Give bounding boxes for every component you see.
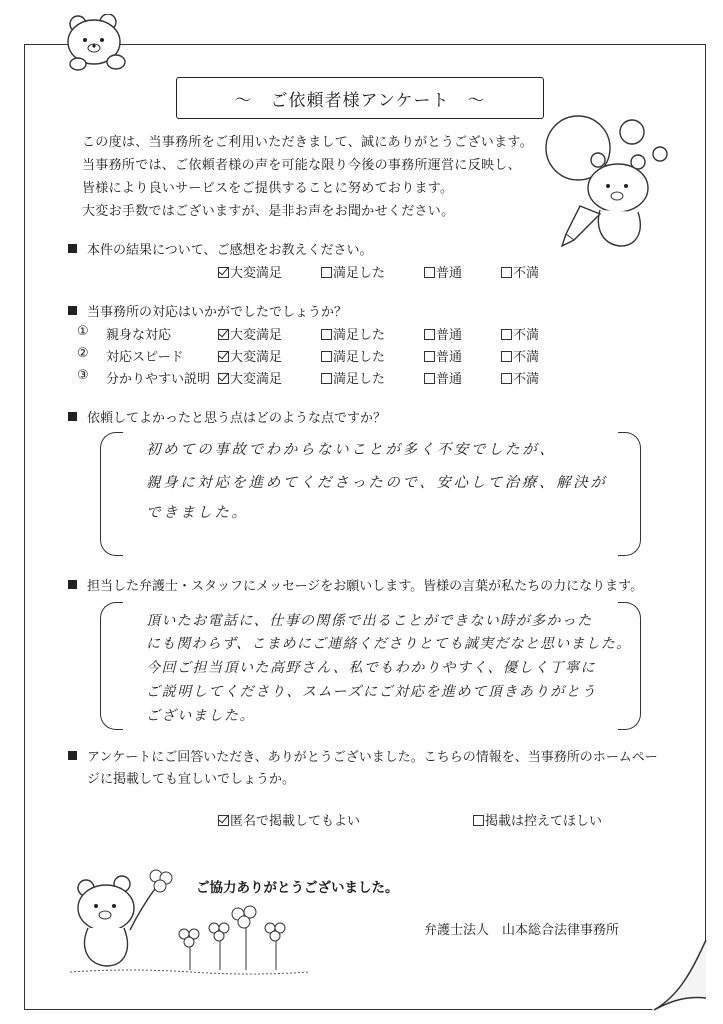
q2-item-label: 親身な対応 — [106, 328, 172, 343]
q2-3-option-very-satisfied[interactable] — [218, 368, 282, 387]
q2-item-label: 対応スピード — [106, 350, 184, 365]
intro-line: 皆様により良いサービスをご提供することに努めております。 — [82, 181, 454, 196]
option-label: 不満 — [513, 372, 540, 387]
option-label: 不満 — [513, 266, 540, 281]
option-label: 満足した — [333, 328, 386, 343]
checkbox-icon — [321, 373, 332, 384]
q2-2-option-dissatisfied[interactable] — [501, 346, 539, 365]
checked-checkbox-icon — [218, 351, 229, 362]
option-label: 普通 — [436, 372, 463, 387]
question-3-text: 依頼してよかったと思う点はどのような点ですか？ — [87, 411, 387, 426]
intro-line: この度は、当事務所をご利用いただきまして、誠にありがとうございます。 — [82, 135, 533, 150]
bullet-square-icon — [68, 306, 77, 315]
checkbox-icon — [424, 267, 435, 278]
option-label: 不満 — [513, 328, 540, 343]
checkbox-icon — [424, 351, 435, 362]
firm-signature: 弁護士法人 山本総合法律事務所 — [424, 923, 620, 938]
page-curl-decoration — [652, 940, 708, 1014]
checkbox-icon — [473, 815, 484, 826]
survey-title: ～ ご依頼者様アンケート ～ — [176, 77, 544, 119]
q5-option-anonymous[interactable] — [218, 810, 360, 829]
checkbox-icon — [501, 351, 512, 362]
bullet-square-icon — [68, 751, 77, 760]
thanks-message: ご協力ありがとうございました。 — [196, 880, 399, 896]
q2-1-option-satisfied[interactable] — [321, 324, 385, 343]
bullet-square-icon — [68, 244, 77, 253]
q2-1-option-neutral[interactable] — [424, 324, 462, 343]
option-label: 普通 — [436, 328, 463, 343]
bullet-square-icon — [68, 412, 77, 421]
question-1 — [68, 239, 372, 258]
intro-line: 大変お手数ではございますが、是非お声をお聞かせください。 — [82, 204, 455, 219]
q2-item-number: ① — [77, 324, 89, 339]
checkbox-icon — [424, 329, 435, 340]
q2-item-number: ② — [77, 346, 89, 361]
option-label: 大変満足 — [230, 372, 283, 387]
answer-bracket-right — [618, 602, 641, 730]
answer-bracket-left — [100, 432, 123, 556]
bear-pencil-icon — [540, 108, 690, 258]
option-label: 掲載は控えてほしい — [485, 814, 603, 829]
bullet-square-icon — [68, 580, 77, 589]
checkbox-icon — [321, 351, 332, 362]
question-4-text: 担当した弁護士・スタッフにメッセージをお願いします。皆様の言葉が私たちの力になります。 — [87, 579, 644, 594]
handwritten-answer-line: できました。 — [146, 505, 249, 521]
checked-checkbox-icon — [218, 815, 229, 826]
q2-2-option-neutral[interactable] — [424, 346, 462, 365]
q2-2-option-satisfied[interactable] — [321, 346, 385, 365]
handwritten-answer-line: 親身に対応を進めてくださったので、安心して治療、解決が — [146, 475, 608, 491]
q2-item-number: ③ — [77, 368, 89, 383]
checkbox-icon — [321, 329, 332, 340]
option-label: 満足した — [333, 266, 386, 281]
question-4 — [68, 575, 643, 594]
checkbox-icon — [501, 373, 512, 384]
q2-3-option-dissatisfied[interactable] — [501, 368, 539, 387]
question-5 — [68, 746, 658, 765]
handwritten-answer-line: 初めての事故でわからないことが多く不安でしたが、 — [146, 442, 557, 458]
q2-item-label: 分かりやすい説明 — [106, 372, 211, 387]
checkbox-icon — [424, 373, 435, 384]
option-label: 匿名で掲載してもよい — [230, 814, 361, 829]
question-2 — [68, 301, 347, 320]
q1-option-dissatisfied[interactable] — [501, 262, 539, 281]
option-label: 大変満足 — [230, 350, 283, 365]
checkbox-icon — [501, 329, 512, 340]
handwritten-answer-line: ございました。 — [146, 708, 256, 724]
handwritten-answer-line: 今回ご担当頂いた高野さん、私でもわかりやすく、優しく丁寧に — [146, 660, 597, 676]
intro-line: 当事務所では、ご依頼者様の声を可能な限り今後の事務所運営に反映し、 — [82, 158, 521, 173]
q2-3-option-neutral[interactable] — [424, 368, 462, 387]
q2-3-option-satisfied[interactable] — [321, 368, 385, 387]
checkbox-icon — [501, 267, 512, 278]
handwritten-answer-line: 頂いたお電話に、仕事の関係で出ることができない時が多かった — [146, 613, 593, 629]
option-label: 満足した — [333, 372, 386, 387]
option-label: 不満 — [513, 350, 540, 365]
q1-option-neutral[interactable] — [424, 262, 462, 281]
checked-checkbox-icon — [218, 373, 229, 384]
bear-mascot-icon — [64, 14, 138, 74]
q1-option-very-satisfied[interactable] — [218, 262, 282, 281]
q5-option-decline[interactable] — [473, 810, 602, 829]
question-2-text: 当事務所の対応はいかがでしたでしょうか？ — [87, 305, 348, 320]
q2-1-option-very-satisfied[interactable] — [218, 324, 282, 343]
q2-2-option-very-satisfied[interactable] — [218, 346, 282, 365]
option-label: 普通 — [436, 266, 463, 281]
question-3 — [68, 407, 386, 426]
handwritten-answer-line: にも関わらず、こまめにご連絡くださりとても誠実だなと思いました。 — [146, 636, 632, 652]
handwritten-answer-line: ご説明してくださり、スムーズにご対応を進めて頂きありがとう — [146, 684, 597, 700]
checkbox-icon — [321, 267, 332, 278]
answer-bracket-left — [100, 602, 123, 730]
checked-checkbox-icon — [218, 267, 229, 278]
question-1-text: 本件の結果について、ご感想をお教えください。 — [87, 243, 373, 258]
checked-checkbox-icon — [218, 329, 229, 340]
option-label: 大変満足 — [230, 266, 283, 281]
option-label: 大変満足 — [230, 328, 283, 343]
q1-option-satisfied[interactable] — [321, 262, 385, 281]
q2-1-option-dissatisfied[interactable] — [501, 324, 539, 343]
answer-bracket-right — [618, 432, 641, 556]
option-label: 満足した — [333, 350, 386, 365]
question-5-text: アンケートにご回答いただき、ありがとうございました。こちらの情報を、当事務所のホームペー — [87, 750, 658, 765]
question-5-text-cont: ジに掲載しても宜しいでしょうか。 — [87, 772, 296, 787]
option-label: 普通 — [436, 350, 463, 365]
